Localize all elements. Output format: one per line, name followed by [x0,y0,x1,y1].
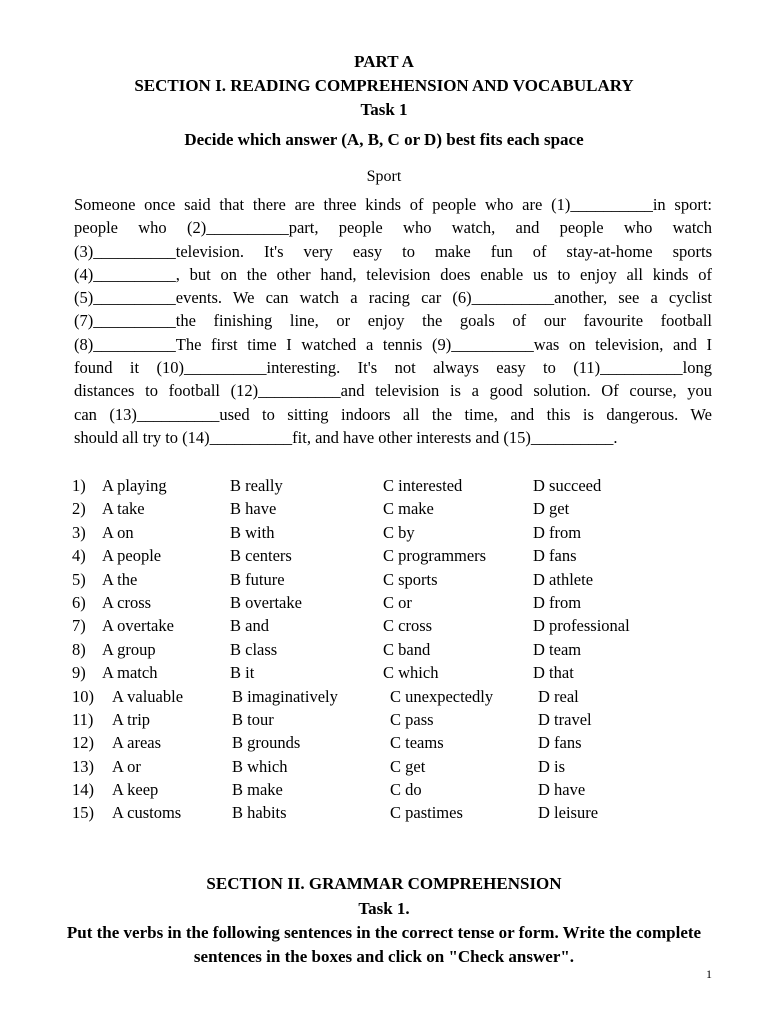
option-c: C sports [383,569,438,589]
passage-line: (7)__________the finishing line, or enjoy the goals of our favourite football [74,311,712,331]
option-a: A or [112,756,141,776]
option-a: A on [102,522,134,542]
option-d: D get [533,499,570,519]
option-number: 1) [72,476,86,495]
option-number: 2) [72,499,86,519]
option-row [72,757,712,780]
option-a: A playing [102,476,167,495]
option-d: D professional [533,616,630,636]
section2-title: SECTION II. GRAMMAR COMPREHENSION [206,874,562,893]
option-a: A keep [112,780,159,800]
option-d: D real [538,686,579,706]
passage-line: (8)__________The first time I watched a tennis (9)__________was on television, and I [74,334,712,354]
passage-line: (5)__________events. We can watch a racing car (6)__________another, see a cyclist [74,288,712,308]
option-d: D is [538,756,566,776]
option-row [72,593,712,616]
option-c: C unexpectedly [390,686,494,706]
option-d: D fans [538,733,582,753]
option-row [72,546,712,569]
option-a: A match [102,663,158,683]
option-d: D fans [533,546,577,566]
option-c: C pastimes [390,803,463,823]
task1-instruction: Decide which answer (A, B, C or D) best fits each space [184,130,584,149]
option-b: B really [230,476,283,495]
passage-title: Sport [366,168,402,185]
option-number: 15) [72,803,94,823]
passage-line: (3)__________television. It's very easy to make fun of stay-at-home sports [74,241,712,261]
option-c: C get [390,756,426,776]
option-d: D athlete [533,569,594,589]
option-c: C pass [390,709,434,729]
option-a: A the [102,569,138,589]
passage-line: can (13)__________used to sitting indoors all the time, and this is dangerous. We [74,404,712,424]
option-b: B make [232,780,283,800]
option-b: B class [230,639,278,659]
option-b: B which [232,756,288,776]
page-number: 1 [706,967,712,981]
option-c: C by [383,522,415,542]
option-b: B grounds [232,733,301,753]
option-number: 13) [72,756,94,776]
option-d: D from [533,522,582,542]
section2-task-title: Task 1. [358,899,410,918]
option-c: C or [383,592,412,612]
option-d: D have [538,780,586,800]
option-a: A take [102,499,145,519]
passage-line: found it (10)__________interesting. It's not always easy to (11)__________long [74,358,712,378]
option-c: C make [383,499,434,519]
option-b: B it [230,663,255,683]
task1-title: Task 1 [360,100,408,119]
option-a: A overtake [102,616,174,636]
option-c: C interested [383,476,463,495]
section2-instruction: Put the verbs in the following sentences in the correct tense or form. Write the complete sentences in the boxes and click on "Check answer". [66,923,702,966]
option-b: B habits [232,803,287,823]
option-c: C programmers [383,546,487,566]
option-row [72,780,712,803]
passage-line: people who (2)__________part, people who watch, and people who watch [74,218,712,238]
passage-line: Someone once said that there are three kinds of people who are (1)__________in sport: [74,195,712,214]
option-d: D succeed [533,476,602,495]
option-number: 8) [72,639,86,659]
option-b: B overtake [230,592,302,612]
option-number: 11) [72,709,94,729]
option-c: C band [383,639,431,659]
option-c: C which [383,663,439,683]
option-a: A cross [102,592,152,612]
part-title: PART A [354,52,414,71]
option-a: A customs [112,803,182,823]
option-number: 6) [72,592,86,612]
option-number: 12) [72,733,94,753]
passage-line: distances to football (12)__________and television is a good solution. Of course, you [74,381,712,401]
option-number: 9) [72,663,86,683]
option-row [72,499,712,522]
option-row [72,710,712,733]
answer-options [72,476,712,827]
option-b: B and [230,616,269,636]
option-number: 3) [72,522,86,542]
option-a: A group [102,639,156,659]
option-b: B centers [230,546,292,566]
option-b: B future [230,569,285,589]
option-row [72,803,712,826]
section1-title: SECTION I. READING COMPREHENSION AND VOCABULARY [134,76,634,95]
option-number: 4) [72,546,86,566]
option-number: 14) [72,780,94,800]
option-number: 7) [72,616,86,636]
option-row [72,733,712,756]
option-d: D that [533,663,574,683]
option-row [72,616,712,639]
option-b: B tour [232,709,274,729]
passage-line: (4)__________, but on the other hand, television does enable us to enjoy all kinds of [74,264,712,284]
option-row [72,570,712,593]
option-c: C teams [390,733,444,753]
option-c: C do [390,780,422,800]
option-number: 5) [72,569,86,589]
option-b: B with [230,522,275,542]
option-d: D travel [538,709,592,729]
option-b: B have [230,499,277,519]
option-row [72,663,712,686]
option-row [72,687,712,710]
option-a: A trip [112,709,151,729]
reading-passage [74,193,712,449]
option-c: C cross [383,616,433,636]
passage-line: should all try to (14)__________fit, and have other interests and (15)__________. [74,427,618,447]
option-row [72,640,712,663]
option-row [72,523,712,546]
option-d: D team [533,639,582,659]
option-number: 10) [72,686,94,706]
option-b: B imaginatively [232,686,338,706]
option-a: A areas [112,733,162,753]
option-row [72,476,712,499]
option-d: D leisure [538,803,599,823]
option-a: A people [102,546,162,566]
option-a: A valuable [112,686,184,706]
option-d: D from [533,592,582,612]
